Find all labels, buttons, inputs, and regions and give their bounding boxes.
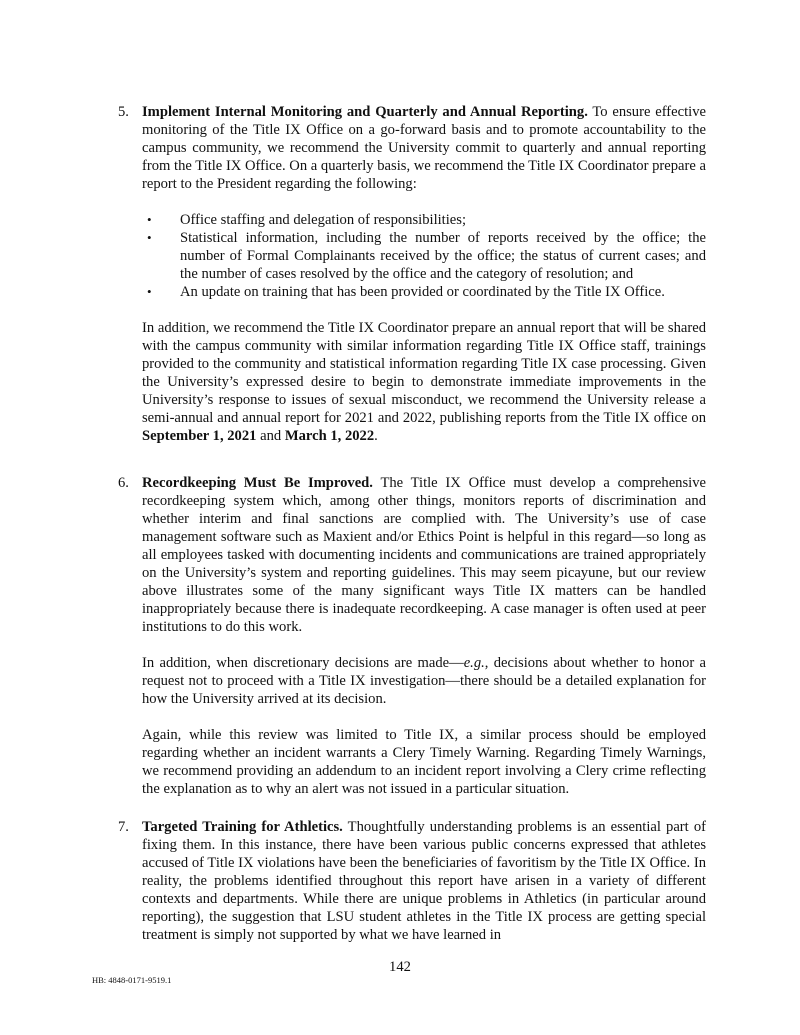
bullet-list [142, 211, 706, 301]
paragraph-text: In addition, we recommend the Title IX Coordinator prepare an annual report that will be shared with the campus community with similar information regarding Title IX Office staff, trainings provided to the community and statistical information regarding Title IX case processing. Given the University’s expressed desire to begin to demonstrate immediate improvements in the University’s response to issues of sexual misconduct, we recommend the University release a semi-annual and annual report for 2021 and 2022, publishing reports from the Title IX office on [142, 320, 706, 426]
date-september: September 1, 2021 [142, 428, 257, 444]
item-intro-text: Thoughtfully understanding problems is an essential part of fixing them. In this instance, there have been various public concerns expressed that athletes accused of Title IX violations have been the beneficiaries of favoritism by the Title IX Office. In reality, the problems identified throughout this report have arisen in a variety of different contexts and departments. While there are unique problems in Athletics (in particular around reporting), the suggestion that LSU student athletes in the Title IX process are getting special treatment is simply not supported by what we have learned in [142, 819, 706, 943]
item-intro-text: The Title IX Office must develop a comprehensive recordkeeping system which, among other things, monitors reports of discrimination and whether interim and final sanctions are complied with. The University’s use of case management software such as Maxient and/or Ethics Point is helpful in this regard—so long as all employees tasked with documenting incidents and communications are trained appropriately on the University’s system and reporting guidelines. This may seem picayune, but our review above illustrates some of the many significant ways Title IX matters can be handled inappropriately because there is inadequate recordkeeping. A case manager is often used at peer institutions to do this work. [142, 475, 706, 635]
bullet-text: Office staffing and delegation of responsibilities; [180, 212, 466, 228]
bullet-item [142, 211, 706, 229]
recommendation-item-5 [118, 103, 706, 445]
bullet-icon: • [147, 212, 152, 227]
bullet-item [142, 229, 706, 283]
paragraph-text: , decisions about whether to honor a request not to proceed with a Title IX investigation—there should be a detailed explanation for how the University arrived at its decision. [142, 655, 706, 707]
item-number: 6. [118, 475, 129, 491]
date-march: March 1, 2022 [284, 428, 375, 444]
item-intro-text: To ensure effective monitoring of the Title IX Office on a go-forward basis and to promote accountability to the campus community, we recommend the University commit to quarterly and annual reporting from the Title IX Office. On a quarterly basis, we recommend the Title IX Coordinator prepare a report to the President regarding the following: [142, 104, 707, 192]
bullet-icon: • [147, 284, 152, 299]
item-number: 7. [118, 819, 129, 835]
bullet-icon: • [147, 230, 152, 245]
item-heading: Recordkeeping Must Be Improved. [142, 475, 373, 491]
item-6-paragraph-2 [142, 654, 706, 708]
item-heading: Targeted Training for Athletics. [142, 819, 343, 835]
page-number: 142 [389, 959, 411, 975]
paragraph-text: In addition, when discretionary decisions are made— [142, 655, 464, 671]
bullet-item [142, 283, 706, 301]
recommendation-item-7 [118, 818, 706, 944]
item-number: 5. [118, 104, 129, 120]
item-5-paragraph-2 [142, 319, 706, 445]
recommendation-item-6 [118, 474, 706, 798]
item-5-intro [142, 103, 706, 193]
paragraph-text: and [256, 428, 285, 444]
item-7-intro [142, 818, 706, 944]
bullet-text: An update on training that has been provided or coordinated by the Title IX Office. [180, 284, 665, 300]
bullet-text: Statistical information, including the number of reports received by the office; the number of Formal Complainants received by the office; the status of current cases; and the number of cases resolved by the office and the category of resolution; and [180, 230, 706, 282]
paragraph-italic: e.g. [463, 655, 485, 671]
item-heading: Implement Internal Monitoring and Quarterly and Annual Reporting. [142, 104, 588, 120]
paragraph-text: . [374, 428, 378, 444]
item-6-paragraph-3: Again, while this review was limited to Title IX, a similar process should be employed regarding whether an incident warrants a Clery Timely Warning. Regarding Timely Warnings, we recommend providing an addendum to an incident report involving a Clery crime reflecting the explanation as to why an alert was not issued in a particular situation. [142, 727, 706, 797]
item-6-intro [142, 474, 706, 636]
document-id-footer: HB: 4848-0171-9519.1 [92, 975, 172, 985]
